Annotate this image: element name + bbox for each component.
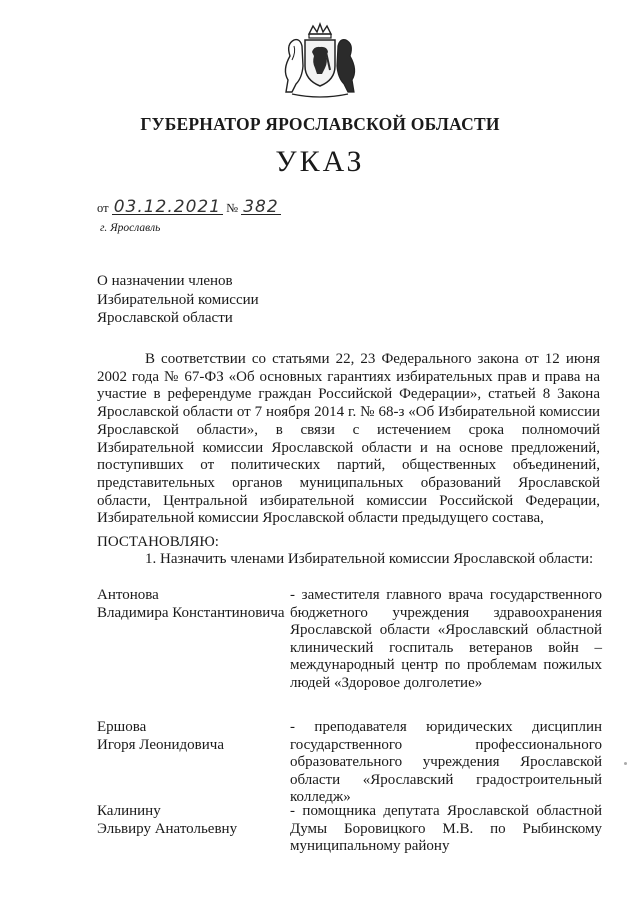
member-name	[97, 587, 287, 622]
member-position-text: - заместителя главного врача государственного бюджетного учреждения здравоохранения Ярославской области «Ярославский областной клинический госпиталь ветеранов войн – международный центр по проблемам пожилых людей «Здоровое долголетие»	[290, 587, 602, 691]
member-given-names: Эльвиру Анатольевну	[97, 820, 238, 837]
scan-speck	[624, 762, 627, 765]
member-given-names: Игоря Леонидовича	[97, 736, 224, 753]
member-position	[290, 803, 602, 856]
subject-line: Избирательной комиссии	[97, 291, 259, 308]
decree-word: ПОСТАНОВЛЯЮ:	[97, 534, 219, 550]
issuing-authority: ГУБЕРНАТОР ЯРОСЛАВСКОЙ ОБЛАСТИ	[140, 114, 500, 134]
clause-1: 1. Назначить членами Избирательной комиссии Ярославской области:	[145, 551, 594, 567]
member-position	[290, 719, 602, 807]
coat-of-arms-icon	[272, 22, 368, 100]
member-surname: Калинину	[97, 803, 161, 819]
date-prefix: от	[97, 201, 109, 215]
member-position-text: - преподавателя юридических дисциплин государственного профессионального образовательного учреждения Ярославской области «Ярославский градостроительный колледж»	[290, 719, 602, 806]
document-type: УКАЗ	[275, 145, 365, 178]
member-position-text: - помощника депутата Ярославской областной Думы Боровицкого М.В. по Рыбинскому муниципальному району	[290, 803, 602, 855]
document-subject	[97, 272, 259, 328]
member-position	[290, 587, 602, 693]
decree-number: 382	[243, 197, 279, 217]
city-of-issue: г. Ярославль	[100, 222, 161, 234]
decree-date: 03.12.2021	[113, 197, 222, 217]
member-name	[97, 803, 287, 838]
member-given-names: Владимира Константиновича	[97, 604, 285, 621]
preamble-paragraph: В соответствии со статьями 22, 23 Федерального закона от 12 июня 2002 года № 67-ФЗ «Об основных гарантиях избирательных прав и права на участие в референдуме граждан Российской Федерации», статьей 8 Закона Ярославской области от 7 ноября 2014 г. № 68-з «Об Избирательной комиссии Ярославской области», в связи с истечением срока полномочий Избирательной комиссии Ярославской области и на основе предложений, поступивших от политических партий, общественных объединений, представительных органов муниципальных образований Ярославской области, Центральной избирательной комиссии Российской Федерации, Избирательной комиссии Ярославской области предыдущего состава,	[97, 351, 600, 527]
member-name	[97, 719, 287, 754]
subject-line: О назначении членов	[97, 273, 233, 289]
member-surname: Антонова	[97, 587, 159, 603]
date-number-line	[97, 197, 281, 217]
number-sign: №	[226, 201, 239, 215]
subject-line: Ярославской области	[97, 310, 233, 326]
member-surname: Ершова	[97, 719, 147, 735]
